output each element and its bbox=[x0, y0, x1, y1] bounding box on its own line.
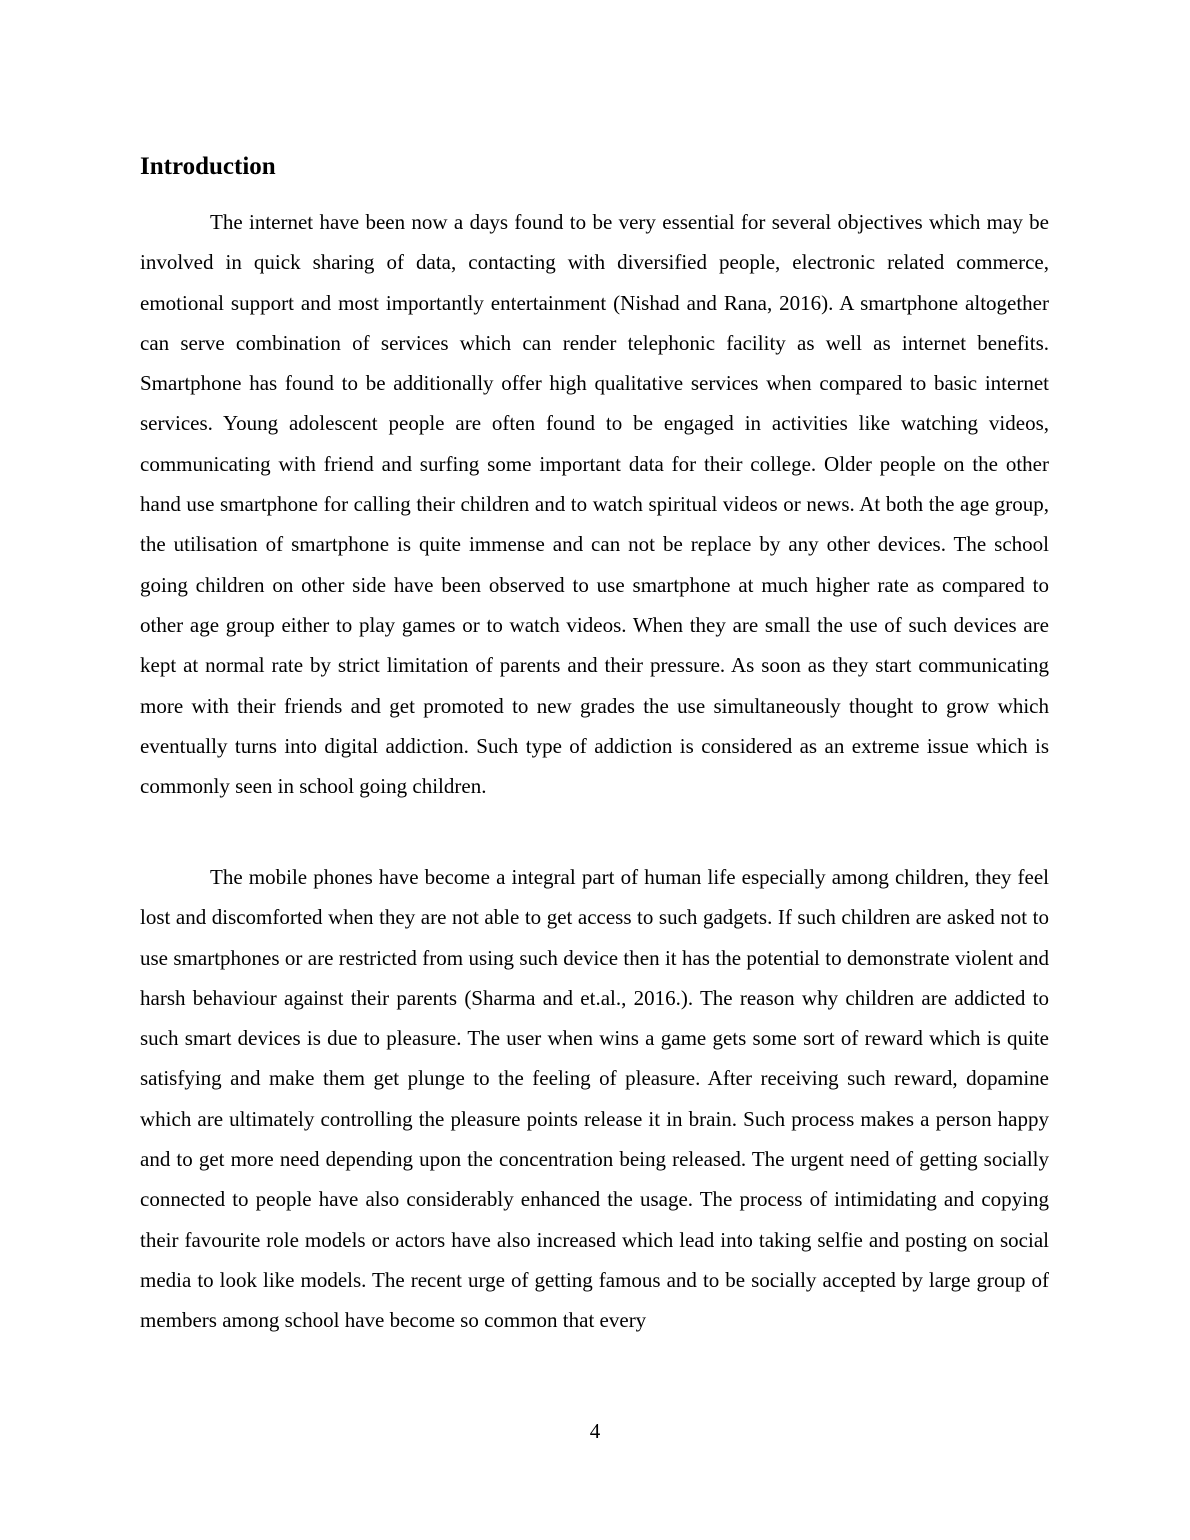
body-paragraph-2: The mobile phones have become a integral part of human life especially among children, they feel lost and discomforted when they are not able to get access to such gadgets. If such children are asked not to use smartphones or are restricted from using such device then it has the potential to demonstrate violent and harsh behaviour against their parents (Sharma and et.al., 2016.). The reason why children are addicted to such smart devices is due to pleasure. The user when wins a game gets some sort of reward which is quite satisfying and make them get plunge to the feeling of pleasure. After receiving such reward, dopamine which are ultimately controlling the pleasure points release it in brain. Such process makes a person happy and to get more need depending upon the concentration being released. The urgent need of getting socially connected to people have also considerably enhanced the usage. The process of intimidating and copying their favourite role models or actors have also increased which lead into taking selfie and posting on social media to look like models. The recent urge of getting famous and to be socially accepted by large group of members among school have become so common that every bbox=[140, 865, 1049, 1333]
page-number: 4 bbox=[589, 1419, 601, 1443]
body-paragraph-1: The internet have been now a days found to be very essential for several objectives which may be involved in quick sharing of data, contacting with diversified people, electronic related commerce, emotional support and most importantly entertainment (Nishad and Rana, 2016). A smartphone altogether can serve combination of services which can render telephonic facility as well as internet benefits. Smartphone has found to be additionally offer high qualitative services when compared to basic internet services. Young adolescent people are often found to be engaged in activities like watching videos, communicating with friend and surfing some important data for their college. Older people on the other hand use smartphone for calling their children and to watch spiritual videos or news. At both the age group, the utilisation of smartphone is quite immense and can not be replace by any other devices. The school going children on other side have been observed to use smartphone at much higher rate as compared to other age group either to play games or to watch videos. When they are small the use of such devices are kept at normal rate by strict limitation of parents and their pressure. As soon as they start communicating more with their friends and get promoted to new grades the use simultaneously thought to grow which eventually turns into digital addiction. Such type of addiction is considered as an extreme issue which is commonly seen in school going children. bbox=[140, 210, 1049, 799]
section-heading: Introduction bbox=[140, 153, 276, 180]
